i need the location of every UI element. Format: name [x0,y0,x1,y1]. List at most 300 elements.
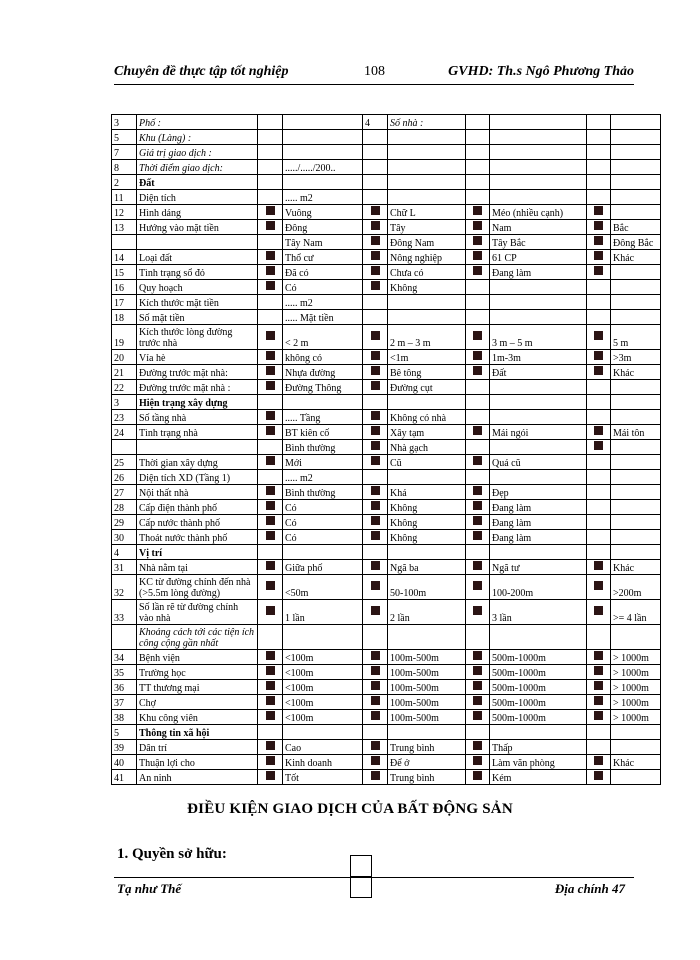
option-label: Kém [490,770,587,785]
checkbox-square[interactable] [266,581,275,590]
checkbox-square[interactable] [473,426,482,435]
checkbox-square[interactable] [371,426,380,435]
checkbox-square[interactable] [473,741,482,750]
checkbox-cell[interactable] [363,755,388,770]
checkbox-cell[interactable] [258,350,283,365]
option-label [490,160,587,175]
checkbox-cell[interactable] [258,280,283,295]
checkbox-square[interactable] [266,206,275,215]
checkbox-cell[interactable] [466,740,490,755]
empty-cell [258,625,283,650]
checkbox-cell[interactable] [466,425,490,440]
row-label: Giá trị giao dịch : [137,145,258,160]
checkbox-cell[interactable] [258,680,283,695]
checkbox-square[interactable] [594,651,603,660]
checkbox-square[interactable] [473,711,482,720]
checkbox-square[interactable] [371,486,380,495]
empty-cell [258,470,283,485]
checkbox-cell[interactable] [466,600,490,625]
checkbox-cell[interactable] [587,425,611,440]
option-label: Bình thường [283,485,363,500]
checkbox-square[interactable] [371,681,380,690]
checkbox-square[interactable] [594,251,603,260]
option-label: 3 lần [490,600,587,625]
checkbox-cell[interactable] [363,205,388,220]
checkbox-square[interactable] [266,381,275,390]
checkbox-cell[interactable] [363,485,388,500]
table-row [112,600,661,625]
checkbox-square[interactable] [266,501,275,510]
checkbox-square[interactable] [371,266,380,275]
checkbox-square[interactable] [371,381,380,390]
row-label: Đường trước mặt nhà: [137,365,258,380]
checkbox-square[interactable] [473,206,482,215]
checkbox-cell[interactable] [258,575,283,600]
row-number: 28 [112,500,137,515]
checkbox-cell[interactable] [363,265,388,280]
checkbox-cell[interactable] [466,515,490,530]
checkbox-cell[interactable] [363,220,388,235]
checkbox-cell[interactable] [258,560,283,575]
checkbox-cell[interactable] [258,205,283,220]
option-label [388,725,466,740]
option-label: 500m-1000m [490,710,587,725]
checkbox-cell[interactable] [258,500,283,515]
subsection-heading: 1. Quyền sở hữu: [117,846,227,862]
checkbox-cell[interactable] [258,425,283,440]
row-number [112,235,137,250]
checkbox-cell[interactable] [258,265,283,280]
checkbox-cell[interactable] [363,710,388,725]
checkbox-square[interactable] [371,696,380,705]
checkbox-square[interactable] [594,681,603,690]
checkbox-cell[interactable] [258,740,283,755]
empty-cell [258,295,283,310]
checkbox-cell[interactable] [587,205,611,220]
checkbox-square[interactable] [473,666,482,675]
option-label: 5 m [611,325,661,350]
checkbox-square[interactable] [266,711,275,720]
checkbox-cell[interactable] [363,250,388,265]
option-label [388,160,466,175]
checkbox-cell[interactable] [363,280,388,295]
option-label: Không [388,280,466,295]
checkbox-cell[interactable] [258,380,283,395]
checkbox-square[interactable] [266,251,275,260]
checkbox-cell[interactable] [587,600,611,625]
checkbox-cell[interactable] [587,755,611,770]
row-number: 8 [112,160,137,175]
option-label [611,130,661,145]
checkbox-cell[interactable] [363,410,388,425]
option-label [490,395,587,410]
checkbox-cell[interactable] [363,455,388,470]
checkbox-cell[interactable] [587,650,611,665]
option-label: 500m-1000m [490,695,587,710]
checkbox-square[interactable] [594,756,603,765]
row-label: Vỉa hè [137,350,258,365]
row-number: 17 [112,295,137,310]
checkbox-square[interactable] [594,561,603,570]
checkbox-cell[interactable] [587,365,611,380]
option-label [388,190,466,205]
checkbox-cell[interactable] [466,575,490,600]
checkbox-square[interactable] [594,696,603,705]
checkbox-cell[interactable] [363,665,388,680]
checkbox-square[interactable] [371,711,380,720]
row-number: 36 [112,680,137,695]
ownership-checkbox-2[interactable] [350,876,372,898]
checkbox-square[interactable] [473,501,482,510]
checkbox-square[interactable] [266,696,275,705]
table-row [112,545,661,560]
checkbox-cell[interactable] [363,515,388,530]
checkbox-cell[interactable] [258,410,283,425]
checkbox-cell[interactable] [466,250,490,265]
checkbox-square[interactable] [594,606,603,615]
checkbox-cell[interactable] [587,695,611,710]
checkbox-cell[interactable] [363,500,388,515]
option-label: > 1000m [611,695,661,710]
empty-cell [587,115,611,130]
checkbox-square[interactable] [266,681,275,690]
checkbox-cell[interactable] [258,220,283,235]
checkbox-cell[interactable] [466,530,490,545]
checkbox-square[interactable] [473,221,482,230]
checkbox-square[interactable] [371,441,380,450]
checkbox-cell[interactable] [363,770,388,785]
checkbox-cell[interactable] [363,530,388,545]
table-row [112,160,661,175]
checkbox-cell[interactable] [587,220,611,235]
option-label: Có [283,500,363,515]
checkbox-square[interactable] [266,411,275,420]
empty-cell [466,470,490,485]
empty-cell [258,310,283,325]
empty-cell [587,515,611,530]
checkbox-square[interactable] [266,651,275,660]
checkbox-cell[interactable] [363,440,388,455]
checkbox-square[interactable] [266,351,275,360]
table-row [112,500,661,515]
checkbox-cell[interactable] [587,265,611,280]
checkbox-cell[interactable] [363,560,388,575]
checkbox-cell[interactable] [587,665,611,680]
row-number: 14 [112,250,137,265]
checkbox-square[interactable] [473,236,482,245]
row-number: 4 [363,115,388,130]
checkbox-cell[interactable] [363,695,388,710]
checkbox-square[interactable] [371,331,380,340]
row-number: 5 [112,725,137,740]
checkbox-cell[interactable] [363,600,388,625]
checkbox-square[interactable] [371,351,380,360]
checkbox-square[interactable] [594,771,603,780]
checkbox-square[interactable] [371,206,380,215]
checkbox-square[interactable] [473,531,482,540]
checkbox-cell[interactable] [258,515,283,530]
table-row [112,710,661,725]
checkbox-cell[interactable] [258,530,283,545]
checkbox-square[interactable] [371,771,380,780]
option-label: 2 lần [388,600,466,625]
checkbox-cell[interactable] [258,250,283,265]
checkbox-square[interactable] [266,281,275,290]
option-label: 500m-1000m [490,650,587,665]
checkbox-square[interactable] [266,771,275,780]
row-label: Phố : [137,115,258,130]
empty-cell [587,190,611,205]
checkbox-cell[interactable] [258,710,283,725]
row-label: Vị trí [137,545,258,560]
checkbox-cell[interactable] [466,205,490,220]
checkbox-cell[interactable] [258,755,283,770]
option-label [490,310,587,325]
checkbox-square[interactable] [473,266,482,275]
checkbox-cell[interactable] [466,455,490,470]
checkbox-square[interactable] [266,561,275,570]
checkbox-cell[interactable] [363,325,388,350]
checkbox-square[interactable] [473,756,482,765]
row-label: Chợ [137,695,258,710]
checkbox-square[interactable] [266,456,275,465]
checkbox-square[interactable] [266,606,275,615]
checkbox-cell[interactable] [587,710,611,725]
checkbox-square[interactable] [371,251,380,260]
footer-department: Địa chính 47 [554,881,625,896]
checkbox-square[interactable] [266,426,275,435]
option-label: Khác [611,365,661,380]
option-label: 3 m – 5 m [490,325,587,350]
checkbox-square[interactable] [266,221,275,230]
option-label: <100m [283,665,363,680]
option-label [611,265,661,280]
checkbox-cell[interactable] [258,770,283,785]
checkbox-square[interactable] [473,366,482,375]
checkbox-square[interactable] [594,441,603,450]
checkbox-square[interactable] [594,366,603,375]
row-number: 15 [112,265,137,280]
checkbox-cell[interactable] [466,560,490,575]
option-label [490,410,587,425]
checkbox-cell[interactable] [466,485,490,500]
checkbox-cell[interactable] [466,220,490,235]
checkbox-cell[interactable] [363,680,388,695]
checkbox-cell[interactable] [363,740,388,755]
checkbox-square[interactable] [371,606,380,615]
option-label [490,130,587,145]
checkbox-square[interactable] [371,581,380,590]
empty-cell [466,130,490,145]
checkbox-square[interactable] [594,666,603,675]
checkbox-square[interactable] [371,561,380,570]
checkbox-square[interactable] [473,651,482,660]
option-label: <100m [283,695,363,710]
checkbox-cell[interactable] [466,695,490,710]
row-number: 25 [112,455,137,470]
option-label: Tốt [283,770,363,785]
checkbox-cell[interactable] [466,350,490,365]
checkbox-square[interactable] [371,366,380,375]
checkbox-cell[interactable] [466,755,490,770]
checkbox-square[interactable] [594,266,603,275]
option-label: Mái tôn [611,425,661,440]
checkbox-square[interactable] [266,331,275,340]
option-label: 500m-1000m [490,665,587,680]
checkbox-cell[interactable] [363,380,388,395]
empty-cell [587,130,611,145]
checkbox-square[interactable] [473,771,482,780]
option-label: Trung bình [388,740,466,755]
checkbox-cell[interactable] [258,665,283,680]
checkbox-square[interactable] [594,236,603,245]
checkbox-cell[interactable] [587,440,611,455]
checkbox-cell[interactable] [466,650,490,665]
checkbox-square[interactable] [371,531,380,540]
checkbox-square[interactable] [266,531,275,540]
option-label [611,175,661,190]
option-label: ..... Tầng [283,410,363,425]
checkbox-cell[interactable] [258,455,283,470]
checkbox-square[interactable] [473,456,482,465]
checkbox-square[interactable] [371,651,380,660]
checkbox-cell[interactable] [258,600,283,625]
option-label: Đông [283,220,363,235]
checkbox-cell[interactable] [363,650,388,665]
checkbox-cell[interactable] [466,710,490,725]
option-label: Vuông [283,205,363,220]
empty-cell [490,115,587,130]
checkbox-cell[interactable] [466,265,490,280]
checkbox-cell[interactable] [258,325,283,350]
checkbox-cell[interactable] [258,485,283,500]
checkbox-cell[interactable] [587,250,611,265]
checkbox-cell[interactable] [363,350,388,365]
checkbox-square[interactable] [266,266,275,275]
option-label: Trung bình [388,770,466,785]
option-label [611,145,661,160]
option-label: Đất [490,365,587,380]
checkbox-square[interactable] [473,681,482,690]
checkbox-square[interactable] [473,331,482,340]
checkbox-square[interactable] [266,741,275,750]
empty-cell [363,130,388,145]
checkbox-square[interactable] [594,351,603,360]
checkbox-cell[interactable] [363,235,388,250]
checkbox-square[interactable] [371,456,380,465]
table-row [112,295,661,310]
option-label: > 1000m [611,665,661,680]
row-number [112,440,137,455]
checkbox-cell[interactable] [258,650,283,665]
checkbox-square[interactable] [371,516,380,525]
checkbox-square[interactable] [473,516,482,525]
checkbox-cell[interactable] [258,695,283,710]
checkbox-cell[interactable] [363,425,388,440]
empty-cell [363,145,388,160]
option-label: > 1000m [611,650,661,665]
option-label [611,410,661,425]
empty-cell [587,530,611,545]
checkbox-cell[interactable] [466,325,490,350]
checkbox-cell[interactable] [587,770,611,785]
checkbox-square[interactable] [594,426,603,435]
checkbox-square[interactable] [594,711,603,720]
checkbox-square[interactable] [371,236,380,245]
option-label: >= 4 lần [611,600,661,625]
option-label: Cũ [388,455,466,470]
checkbox-square[interactable] [473,251,482,260]
checkbox-square[interactable] [371,411,380,420]
checkbox-square[interactable] [371,741,380,750]
checkbox-cell[interactable] [587,680,611,695]
checkbox-cell[interactable] [466,365,490,380]
checkbox-cell[interactable] [466,665,490,680]
checkbox-square[interactable] [266,756,275,765]
checkbox-square[interactable] [266,516,275,525]
checkbox-square[interactable] [594,206,603,215]
option-label [490,725,587,740]
table-row [112,175,661,190]
table-row [112,235,661,250]
checkbox-cell[interactable] [466,235,490,250]
option-label [388,395,466,410]
checkbox-square[interactable] [473,696,482,705]
checkbox-square[interactable] [594,581,603,590]
row-label: Loại đất [137,250,258,265]
checkbox-cell[interactable] [587,350,611,365]
checkbox-square[interactable] [371,501,380,510]
checkbox-cell[interactable] [466,770,490,785]
checkbox-square[interactable] [473,581,482,590]
checkbox-square[interactable] [266,666,275,675]
table-row [112,205,661,220]
checkbox-cell[interactable] [363,575,388,600]
row-number: 21 [112,365,137,380]
checkbox-cell[interactable] [466,500,490,515]
option-label [283,625,363,650]
option-label: Đường Thông [283,380,363,395]
checkbox-cell[interactable] [587,560,611,575]
option-label [611,770,661,785]
checkbox-cell[interactable] [587,575,611,600]
checkbox-square[interactable] [371,756,380,765]
table-row [112,365,661,380]
checkbox-square[interactable] [371,281,380,290]
checkbox-square[interactable] [266,366,275,375]
empty-cell [258,545,283,560]
row-number: 5 [112,130,137,145]
table-row [112,485,661,500]
checkbox-square[interactable] [473,351,482,360]
checkbox-square[interactable] [473,561,482,570]
checkbox-square[interactable] [594,221,603,230]
checkbox-square[interactable] [266,486,275,495]
checkbox-cell[interactable] [258,365,283,380]
checkbox-square[interactable] [371,221,380,230]
row-label: Bệnh viện [137,650,258,665]
checkbox-cell[interactable] [587,235,611,250]
checkbox-square[interactable] [473,606,482,615]
checkbox-cell[interactable] [466,680,490,695]
checkbox-square[interactable] [594,331,603,340]
empty-cell [587,380,611,395]
checkbox-cell[interactable] [363,365,388,380]
checkbox-square[interactable] [473,486,482,495]
ownership-checkbox-1[interactable] [350,855,372,877]
checkbox-cell[interactable] [587,325,611,350]
checkbox-square[interactable] [371,666,380,675]
